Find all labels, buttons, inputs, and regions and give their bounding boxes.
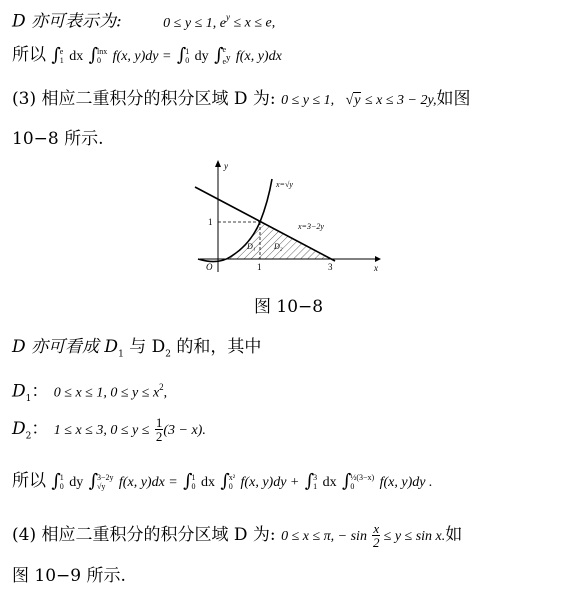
y-axis-arrow bbox=[215, 160, 221, 167]
integral-sign: ∫ bbox=[304, 470, 315, 492]
math: f(x, y)dy . bbox=[379, 475, 433, 490]
sub: 2 bbox=[165, 349, 171, 360]
text: D bbox=[12, 419, 26, 439]
label-y: y bbox=[224, 161, 228, 171]
math: dy bbox=[194, 49, 209, 64]
text: ： bbox=[31, 381, 49, 402]
math: f(x, y)dx = bbox=[118, 475, 178, 490]
figure-caption: 图 10−8 bbox=[254, 297, 324, 317]
integral-limits: e ey bbox=[222, 44, 231, 67]
math: f(x, y)dy = bbox=[112, 49, 172, 64]
text: 所以 bbox=[12, 45, 46, 65]
line-4: 10−8 所示. bbox=[12, 129, 104, 149]
text: 如 bbox=[445, 525, 463, 545]
math: f(x, y)dy + bbox=[240, 475, 300, 490]
integral-sign: ∫ bbox=[51, 44, 61, 66]
label-1y: 1 bbox=[208, 217, 213, 227]
math: 0 ≤ x ≤ π, − sin bbox=[281, 529, 367, 544]
integral-sign: ∫ bbox=[220, 470, 230, 492]
line-8 bbox=[12, 470, 432, 494]
integral-sign: ∫ bbox=[214, 44, 224, 66]
math: 0 ≤ x ≤ 1, 0 ≤ y ≤ x bbox=[53, 385, 160, 401]
math: dy bbox=[69, 475, 84, 490]
line-7 bbox=[12, 416, 206, 447]
math: f(x, y)dx bbox=[235, 49, 282, 64]
math: ≤ y ≤ sin x. bbox=[380, 529, 446, 544]
fraction: $\frac{1}{2}$ bbox=[155, 415, 163, 444]
label-line: x=3−2y bbox=[298, 222, 324, 231]
integral-limits: e 1 bbox=[59, 46, 64, 65]
integral-sign: ∫ bbox=[341, 470, 352, 492]
label-3x: 3 bbox=[328, 262, 333, 272]
integral-limits: 1 0 bbox=[59, 472, 64, 491]
integral-sign: ∫ bbox=[51, 470, 61, 492]
text: 如图 bbox=[436, 89, 471, 109]
integral-limits: 1 0 bbox=[185, 46, 190, 65]
figure-10-8 bbox=[190, 157, 390, 277]
math: (3 − x). bbox=[163, 423, 206, 438]
integral-limits: 3−2y √y bbox=[97, 472, 114, 491]
integral-sign: ∫ bbox=[183, 470, 193, 492]
line-10: 图 10−9 所示. bbox=[12, 566, 126, 586]
integral-limits: ½(3−x) 0 bbox=[350, 472, 375, 491]
math-sup: 2 bbox=[159, 382, 164, 392]
label-curve: x=√y bbox=[276, 180, 293, 189]
text: D bbox=[12, 381, 26, 402]
math: 1 ≤ x ≤ 3, 0 ≤ y ≤ bbox=[53, 423, 150, 438]
sub: 1 bbox=[25, 394, 32, 405]
line-2 bbox=[12, 44, 282, 68]
text: D 亦可看成 D bbox=[12, 337, 119, 357]
integral-limits: lnx 0 bbox=[97, 46, 108, 65]
math: √y bbox=[345, 93, 361, 108]
label-d1: D₁ bbox=[247, 242, 256, 251]
text: (4) 相应二重积分的积分区域 D 为: bbox=[12, 525, 276, 545]
math-sup: y bbox=[225, 12, 230, 22]
line-3 bbox=[12, 88, 470, 112]
text: (3) 相应二重积分的积分区域 D 为: bbox=[12, 89, 276, 109]
math: ≤ x ≤ e, bbox=[229, 15, 276, 31]
math: dx bbox=[69, 49, 84, 64]
integral-sign: ∫ bbox=[176, 44, 187, 66]
text: 的和，其中 bbox=[170, 337, 262, 357]
math: dx bbox=[200, 475, 215, 490]
math: , bbox=[163, 385, 168, 401]
integral-limits: x² 0 bbox=[228, 472, 236, 491]
math: 0 ≤ y ≤ 1, e bbox=[163, 15, 226, 31]
math: ≤ x ≤ 3 − 2y, bbox=[361, 93, 437, 108]
fraction: $\frac{x}{2}$ bbox=[373, 521, 380, 550]
line-6 bbox=[12, 376, 167, 410]
math: dx bbox=[322, 475, 337, 490]
integral-limits: 3 1 bbox=[313, 472, 318, 491]
label-1x: 1 bbox=[257, 262, 262, 272]
label-d2: D₂ bbox=[274, 242, 283, 251]
integral-limits: 1 0 bbox=[191, 472, 196, 491]
line-1 bbox=[12, 6, 275, 35]
math: 0 ≤ y ≤ 1, bbox=[281, 93, 335, 108]
text: 与 D bbox=[123, 337, 166, 357]
label-x: x bbox=[374, 263, 378, 273]
text: 所以 bbox=[12, 471, 46, 491]
x-axis-arrow bbox=[375, 256, 381, 262]
line-5 bbox=[12, 336, 261, 365]
text: D 亦可表示为: bbox=[12, 11, 122, 32]
text: ： bbox=[31, 419, 49, 439]
integral-sign: ∫ bbox=[88, 44, 98, 66]
sub: 2 bbox=[25, 431, 32, 442]
line-9 bbox=[12, 522, 462, 549]
integral-sign: ∫ bbox=[88, 470, 98, 492]
label-origin: O bbox=[206, 262, 213, 272]
sub: 1 bbox=[118, 349, 124, 360]
